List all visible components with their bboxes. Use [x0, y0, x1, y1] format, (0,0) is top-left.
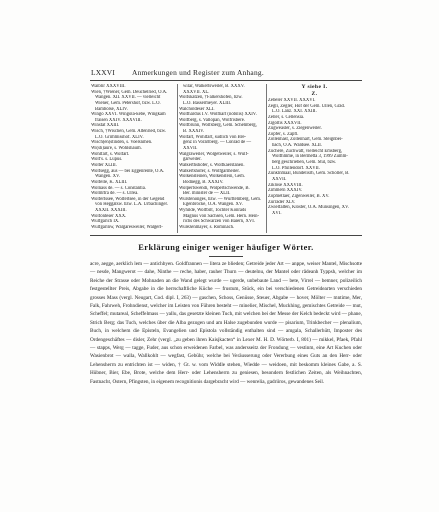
- entry-line-text: XXVII.: [183, 146, 198, 152]
- entry-line-text: XVI.: [272, 210, 282, 216]
- header-rule: [90, 80, 362, 81]
- entry-line-text: XXXII. XXXIII.: [95, 208, 127, 214]
- entry-line-text: Ziklose XXXVIII.: [268, 182, 303, 188]
- entry-line-text: Wolfelle, K. XLIII.: [91, 179, 128, 185]
- entry-line-text: Egenbrocke, O.A. Wangen. XV.: [183, 202, 243, 208]
- column-divider: [266, 84, 267, 233]
- section-rule: [90, 235, 362, 236]
- entry-line-text: bach, O.A. Waldsee. XLII.: [272, 143, 323, 149]
- running-title: Anmerkungen und Register zum Anhang.: [132, 68, 264, 77]
- index-entry: [179, 95, 264, 106]
- index-entry: [91, 197, 175, 214]
- entry-line-text: Wisch, †Wischen, Gem. Altenried, bzw.: [91, 129, 166, 135]
- entry-line-text: Magnus von Sachsen, Gem. Hern. Hein-: [183, 213, 260, 219]
- glossary-heading: Erklärung einiger weniger häufiger Wörter.: [138, 243, 314, 252]
- index-column-2: [179, 84, 264, 231]
- index-entry: [268, 104, 361, 115]
- entry-line-text: Wolfskatzen, †Falkershofen, bzw.: [179, 95, 243, 101]
- entry-line-text: Wolfhmme, in Bermetta 3, 1999 Zumm-: [272, 154, 348, 160]
- index-entry: [91, 129, 175, 140]
- index-column-1: [91, 84, 175, 231]
- entry-line-text: Wulfgarinw, Walgaresweiler, Walgert-: [91, 225, 163, 231]
- index-entry: [268, 137, 361, 148]
- entry-line-text: Wolf's. s. Lupus.: [91, 157, 123, 163]
- entry-line-text: Wangen. XV.: [95, 174, 120, 180]
- entry-line-text: Walkerthshofer, s. Wolfkaerstanen.: [179, 162, 245, 168]
- entry-line-text: Wulfgarich IX.: [91, 219, 120, 225]
- entry-line-text: Walkertshofer, s. Wolfgarmeiler.: [179, 168, 240, 174]
- entry-line-text: Wolfart, Wöhlfart, südlich von Bre-: [179, 134, 246, 140]
- entry-line-text: Zurrader XLV.: [268, 199, 296, 205]
- letter-heading: Y siehe I.: [301, 84, 328, 90]
- entry-line-text: Zopfer, s. Zapfl.: [268, 131, 299, 137]
- entry-line-text: Winstat XXIII.: [91, 123, 120, 129]
- entry-line-text: L.O. Lanz. XXI. XXIII.: [272, 109, 317, 115]
- entry-headword-line: [268, 205, 361, 211]
- entry-line-text: Zimmern XXXIV.: [268, 188, 303, 194]
- entry-line-text: L.O. Grimmisshof. XLIV.: [95, 134, 144, 140]
- entry-line-text: Zunklnmaal, Bundelisrh, Gem. Schöller, B.: [268, 171, 350, 177]
- entry-line-text: Waiblir XXXVIII.: [91, 84, 126, 89]
- entry-line-text: Wingo XXVI. Wingola-kebe, Wingkam: [91, 112, 166, 118]
- entry-line-text: Wi(sh)aure, s. Wohlshaum.: [91, 146, 142, 152]
- heading-underline: [209, 256, 243, 257]
- entry-line-text: Wolter XLIII.: [91, 162, 117, 168]
- entry-headword-line: [179, 225, 264, 231]
- page-header: [90, 68, 362, 78]
- index-entry: [179, 123, 264, 134]
- entry-line-text: Wolfertssee, Wolfertsee, in der Gegend: [91, 196, 165, 202]
- index-entry: [179, 197, 264, 208]
- index-entry: [91, 90, 175, 113]
- index-column-3: [268, 84, 361, 216]
- index-entry: [179, 186, 264, 197]
- entry-line-text: XXVII.: [272, 176, 287, 182]
- index-entry: [268, 149, 361, 172]
- entry-line-text: Ber. minister de — XLII.: [183, 191, 231, 197]
- entry-line-text: L.O. Pfullendorf. XXVII.: [272, 165, 320, 171]
- entry-line-text: Zwielfalten, Kloster, O.A. Münsingen, XV.: [268, 205, 349, 211]
- entry-line-text: Wurstenonges, bzw. — Württemberg, Gem.: [179, 196, 262, 202]
- column-divider: [177, 84, 178, 233]
- entry-line-text: Wiener, Gem. Petershof, bzw. L.O.: [95, 100, 161, 106]
- entry-line-text: von Heggatsw. bzw. L.A. Urbachinger.: [95, 202, 168, 208]
- index-entry: [91, 225, 175, 231]
- index-entry: [179, 174, 264, 185]
- entry-headword-line: [91, 225, 175, 231]
- entry-line-text: Wyhilde, Wolfbilt, Tochter Konrads: [179, 208, 247, 214]
- entry-line-text: berg geschrieben, Gem. Stül, bzw.: [272, 160, 337, 166]
- entry-line-text: Bambolse, XLIV.: [95, 106, 128, 112]
- entry-line-text: Walcholdeser XLI.: [179, 106, 215, 112]
- entry-line-text: genz in Vorarlberg. — Conrad de —: [183, 140, 252, 146]
- entry-line-text: Wolfberg, s. Vallopan, Wolfrisbere.: [179, 117, 246, 123]
- index-register: [90, 83, 362, 233]
- entry-line-text: Wolkensteinen, Wolkenstein, Gem.: [179, 174, 245, 180]
- entry-line-text: Wangen. XII. XXVII. — vielleicht: [95, 95, 161, 101]
- entry-line-text: Zöpmetlaer, Zigenweiler, B. XV.: [268, 193, 330, 199]
- entry-continuation-line: [268, 211, 361, 217]
- entry-line-text: Wolfhardus I.V. Wolfhart (nobilis) XXIV.: [179, 112, 257, 118]
- index-entry: [268, 205, 361, 216]
- index-entry: [91, 169, 175, 180]
- entry-line-text: Wolpertswendi, Wolpertschwende, B.: [179, 185, 250, 191]
- entry-line-text: fraisen XXIV. XXXVIII.: [95, 117, 142, 123]
- index-entry: [179, 135, 264, 152]
- entry-line-text: XXXVII. XL.: [183, 89, 210, 95]
- page-number: LXXVI: [91, 68, 115, 77]
- entry-line-text: Wolnass de. — s. Constantia.: [91, 185, 146, 191]
- entry-line-text: Zigoltis XXXVII.: [268, 120, 302, 126]
- entry-line-text: Wurezenmayer, s. Rominach.: [179, 225, 235, 231]
- entry-line-text: richs des Schwarzen von Baiern, XVI.: [183, 219, 255, 225]
- entry-line-text: Zeller, s. Cellensia.: [268, 114, 305, 120]
- entry-line-text: wilar, Walkertsweiler, B. XXXV.: [183, 84, 245, 89]
- glossary-text: acre, aegge, aerklich lem — antichbyen. Goldfrannen — litera ze blieden; Getreide jeder Art — anppe, weiser Mantel, Mischsotte — nesde, Mangwerot — dahe, Ninthe — reche, haber, rauher Thurn — deutelnu, der Mantel oder rådeanh Typpsh, welcher im Reiche der Strasse oder Mohnaden an die Wand gelegt wurde — ugerde, unbebaute Land — bete, Virrel — bemner, polizeilich festgestellter Preis, Abgabe in die herrschaftliche Küche — frustum, Stück, ein bei verschiedenen Getreidearten verschieden grosses Mass (vergl. Neugart, Cod. dipl. I, 263) — gaschen, Schoss, Genüsse, Steuer, Abgabe — hover, Mölter — mntime, Mer, Falk, Fahrweh, Frohndienst, welcher im Leisten von Führen besteht — minelier, Mischel, Muckhing, gemischtes Getreide — mut, Scheffel; mutareal, Scheffelmass — yallu, das gesetzte kleinen Tuch, mit welchen bei der Messe der Kelch bedeckt wird — phane, Strich Berg; das Tuch, welches über die Alba gezogen und am Halse zugebunden wurde — pisarium, Trinkbecher — plenalium, Buch, in welchem die Episteln, Evangelien und Epistola vollständig enthalten sind — amgala, Schallerhütt, Imposter des Ordengeschäftes — disler, Zehr (vergl. „zu geben ihren Kaisjkacten“ in Lexer M. H. D. Wörterb. I, 801) — mikkel, Pfaek, Pfahl — stapps, Werg — tagge, Fuder, aus schon erweidenen Farbel, was andersseitz der Frondung — vestinm, eine Art Kuchen oder Wasienbrot — walla, Wallkohlt — wegfast, Gebühr, welche bei Veräusserung oder Vererbung eines Guts an den Herr- oder Lehensherrn zu entrichten ist — widen, † Gt. w. vom Widdle stehen, Wiedde — weidoen, mit beskomm kleines Gabe, a. S. Hübner, Bier, Ebe, Brote, welche dem Herr- oder Lehensherrn zu geniesen, besondern festlichen Zeiten, als Weihnachten, Fastnacht, Ostern, Pfingsten, in eigenem recognitionis dargebracht wird — wenrelia, gadriiros, gewandenes Seil.: [90, 261, 362, 385]
- entry-line-text: Zegli, Zegler, Hof der Gem. Ullen, Grad.: [268, 103, 345, 109]
- index-entry: [91, 112, 175, 123]
- index-entry: [179, 225, 264, 231]
- entry-line-text: B. XXXIV.: [183, 129, 205, 135]
- entry-line-text: Wolfbrunn, Wolfsberg, Gem. Schemberg,: [179, 123, 257, 129]
- entry-line-text: Wolfsegg, aus — bei Eggenrente, O.A.: [91, 168, 165, 174]
- letter-heading: Z.: [311, 91, 318, 97]
- entry-line-text: Zuchere, Zuchwatt, vielleicht Emsberg,: [268, 148, 343, 154]
- entry-line-text: Zollenhäst, Zollenhart, Gem. Steignbei-: [268, 137, 343, 143]
- entry-line-text: Walgraweiler, Wolgetweiler, s. Wulf-: [179, 151, 249, 157]
- entry-line-text: Wien, †Wiener, Gem. Deuchelried, O.A.: [91, 89, 168, 95]
- entry-line-text: Wolmrtra de. — s. Ulrea.: [91, 191, 139, 197]
- entry-line-text: Bodnegg, B. XXXIV.: [183, 179, 224, 185]
- entry-line-text: Wisch(en)stinden, s. Voelsnmen.: [91, 140, 153, 146]
- index-entry: [179, 208, 264, 225]
- entry-line-text: garweiler.: [183, 157, 202, 163]
- index-entry: [179, 152, 264, 163]
- entry-line-text: Zebeler XXVII. XXXVI.: [268, 98, 316, 103]
- entry-line-text: Zugweasler, s. Ziegenweiler.: [268, 126, 322, 132]
- entry-line-text: Wolfonteser XXX.: [91, 213, 127, 219]
- index-entry: [179, 84, 264, 95]
- entry-line-text: Wohlfart, s. Wolfart.: [91, 151, 130, 157]
- entry-line-text: L.O. Bassermeyer. XLIII.: [183, 100, 232, 106]
- index-entry: [268, 171, 361, 182]
